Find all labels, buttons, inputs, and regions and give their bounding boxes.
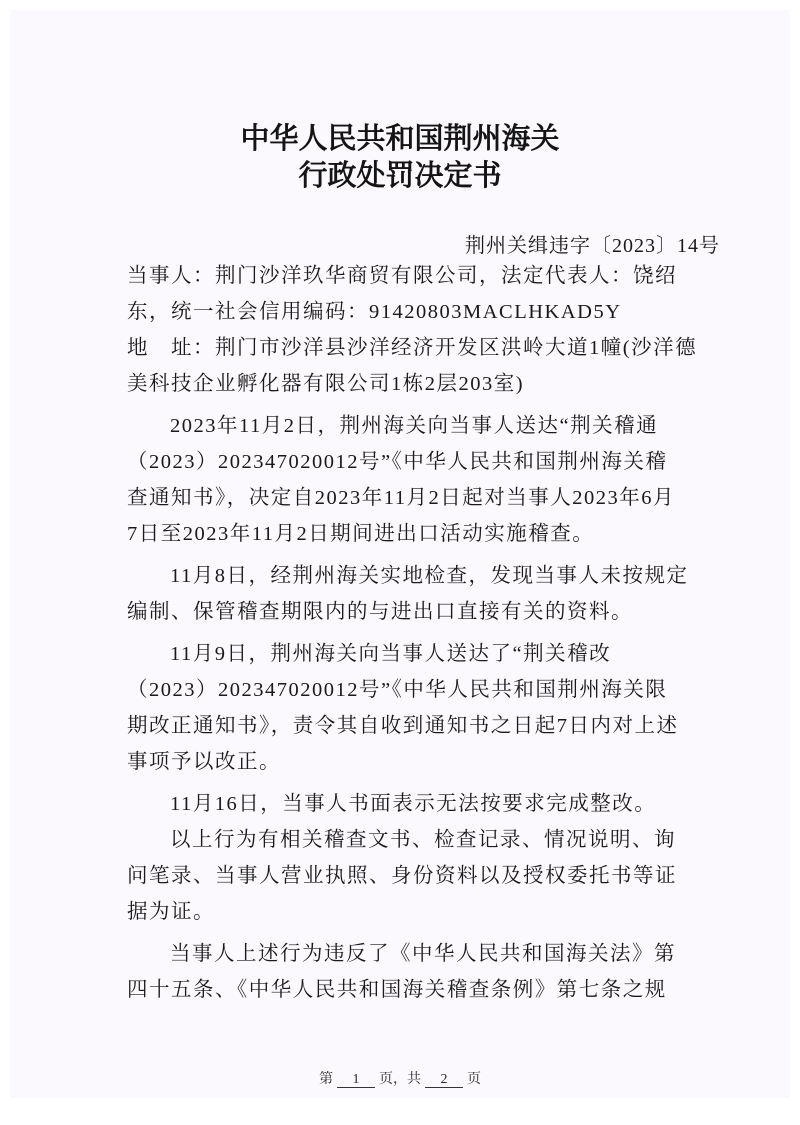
total-pages-number: 2 — [425, 1072, 463, 1088]
page-footer — [0, 1068, 800, 1088]
body-line: 查通知书》，决定自2023年11月2日起对当事人2023年6月 — [127, 487, 675, 509]
footer-suffix: 页 — [467, 1072, 481, 1087]
body-line: 11月16日，当事人书面表示无法按要求完成整改。 — [170, 793, 657, 815]
footer-prefix: 第 — [319, 1072, 333, 1087]
body-line: 7日至2023年11月2日期间进出口活动实施稽查。 — [127, 523, 595, 545]
document-title-line2: 行政处罚决定书 — [298, 158, 502, 192]
body-line: （2023）202347020012号”《中华人民共和国荆州海关稽 — [127, 451, 668, 473]
body-line: 四十五条、《中华人民共和国海关稽查条例》第七条之规 — [127, 979, 667, 1001]
body-line: 据为证。 — [127, 901, 215, 923]
body-line: 11月9日，荆州海关向当事人送达了“荆关稽改 — [170, 643, 612, 665]
body-line: （2023）202347020012号”《中华人民共和国荆州海关限 — [127, 679, 668, 701]
body-line: 问笔录、当事人营业执照、身份资料以及授权委托书等证 — [127, 865, 677, 887]
document-title-line1: 中华人民共和国荆州海关 — [240, 121, 560, 155]
body-line: 以上行为有相关稽查文书、检查记录、情况说明、询 — [170, 829, 676, 851]
document-number: 荆州关缉违字〔2023〕14号 — [465, 235, 720, 257]
body-line: 编制、保管稽查期限内的与进出口直接有关的资料。 — [127, 601, 633, 623]
body-line: 期改正通知书》，责令其自收到通知书之日起7日内对上述 — [127, 715, 679, 737]
body-line: 东，统一社会信用编码：91420803MACLHKAD5Y — [127, 301, 622, 323]
current-page-number: 1 — [337, 1072, 375, 1088]
body-line: 当事人上述行为违反了《中华人民共和国海关法》第 — [170, 943, 676, 965]
body-line: 事项予以改正。 — [127, 751, 281, 773]
footer-middle: 页，共 — [379, 1072, 421, 1087]
body-line: 2023年11月2日，荆州海关向当事人送达“荆关稽通 — [170, 415, 659, 437]
body-line: 当事人：荆门沙洋玖华商贸有限公司，法定代表人：饶绍 — [127, 265, 677, 287]
body-line: 地 址：荆门市沙洋县沙洋经济开发区洪岭大道1幢(沙洋德 — [127, 337, 698, 359]
body-line: 美科技企业孵化器有限公司1栋2层203室) — [127, 373, 525, 395]
body-line: 11月8日，经荆州海关实地检查，发现当事人未按规定 — [170, 565, 689, 587]
